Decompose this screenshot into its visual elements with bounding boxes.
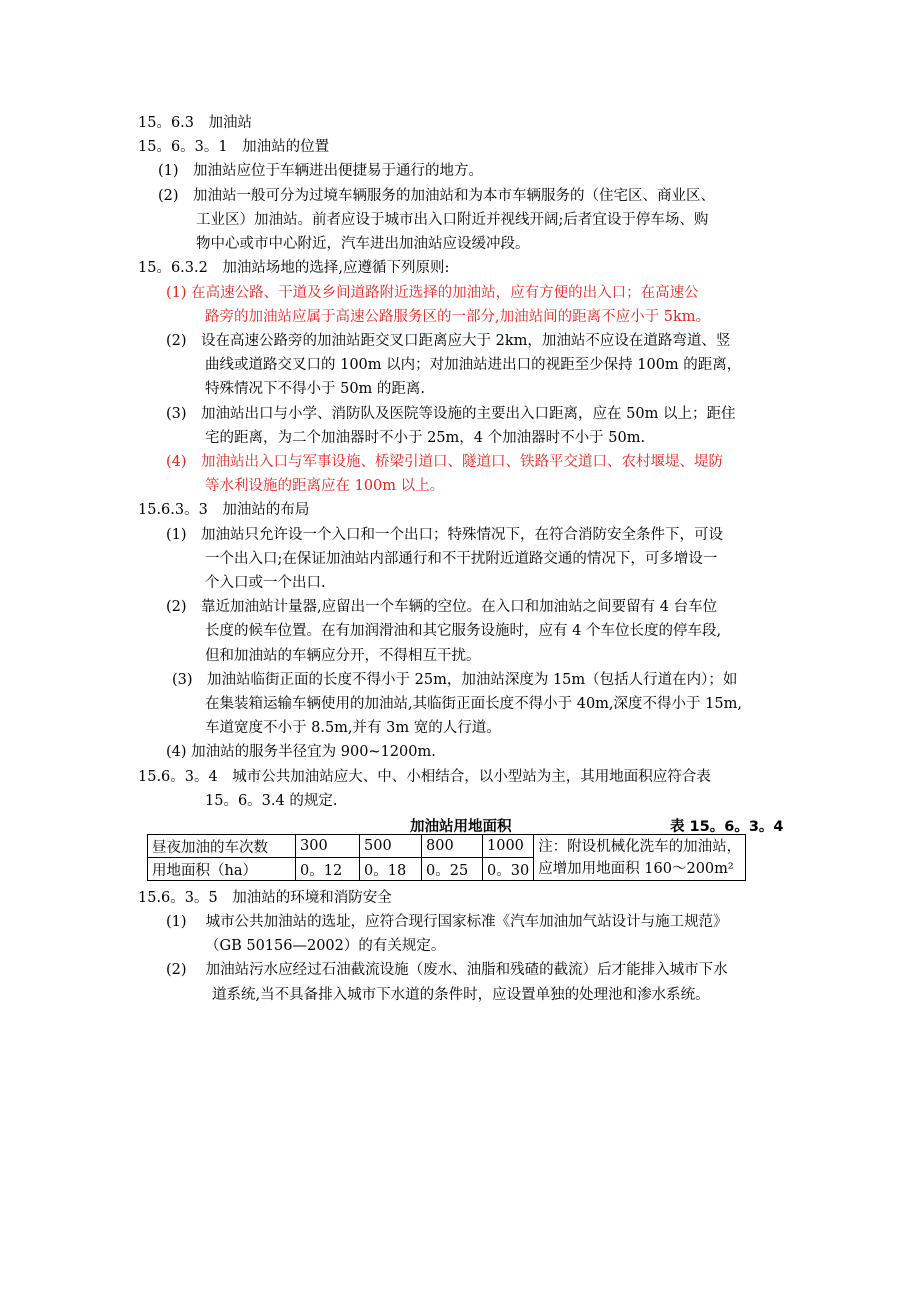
list-item-continuation: 车道宽度不小于 8.5m,并有 3m 宽的人行道。 <box>205 720 501 736</box>
table-cell: 1000 <box>483 835 534 858</box>
table-number: 表 15。6。3。4 <box>670 819 784 835</box>
list-item: (1) 加油站应位于车辆进出便捷易于通行的地方。 <box>158 163 484 179</box>
list-item: (3) 加油站临街正面的长度不得小于 25m，加油站深度为 15m（包括人行道在内）；如 <box>172 672 738 688</box>
list-item-continuation: 但和加油站的车辆应分开，不得相互干扰。 <box>205 648 481 664</box>
list-item-continuation: 个入口或一个出口. <box>205 575 326 591</box>
subsection-title: 15。6。3。1 加油站的位置 <box>138 139 330 155</box>
table-row <box>148 835 746 858</box>
land-area-table <box>147 834 746 881</box>
list-item-continuation: 特殊情况下不得小于 50m 的距离. <box>205 381 426 397</box>
list-item-continuation-highlighted: 等水利设施的距离应在 100m 以上。 <box>205 478 445 494</box>
subsection-title: 15.6.3。3 加油站的布局 <box>138 502 310 518</box>
list-item-continuation: 工业区）加油站。前者应设于城市出入口附近并视线开阔;后者宜设于停车场、购 <box>196 212 709 228</box>
list-item-continuation: 宅的距离，为二个加油器时不小于 25m，4 个加油器时不小于 50m. <box>205 430 646 446</box>
list-item: (2) 设在高速公路旁的加油站距交叉口距离应大于 2km，加油站不应设在道路弯道、竖 <box>166 333 731 349</box>
list-item: (2) 靠近加油站计量器,应留出一个车辆的空位。在入口和加油站之间要留有 4 台车位 <box>166 599 718 615</box>
list-item-continuation: 一个出入口;在保证加油站内部通行和不干扰附近道路交通的情况下，可多增设一 <box>205 551 718 567</box>
table-cell: 0。25 <box>422 858 483 881</box>
section-heading: 15。6.3 加油站 <box>138 115 253 131</box>
table-note-line: 注：附设机械化洗车的加油站， <box>538 838 742 855</box>
table-cell: 0。18 <box>360 858 422 881</box>
table-cell: 500 <box>360 835 422 858</box>
table-note <box>534 835 746 881</box>
paragraph-continuation: 15。6。3.4 的规定. <box>205 793 338 809</box>
table-cell: 0。12 <box>296 858 360 881</box>
table-caption: 加油站用地面积 <box>410 819 512 835</box>
list-item: (2) 加油站一般可分为过境车辆服务的加油站和为本市车辆服务的（住宅区、商业区、 <box>158 188 716 204</box>
table-cell: 300 <box>296 835 360 858</box>
table-cell: 800 <box>422 835 483 858</box>
table-row-header: 用地面积（ha） <box>148 858 296 881</box>
list-item: (3) 加油站出口与小学、消防队及医院等设施的主要出入口距离，应在 50m 以上；距住 <box>166 406 736 422</box>
table-note-line: 应增加用地面积 160～200m² <box>538 860 734 877</box>
list-item-continuation-highlighted: 路旁的加油站应属于高速公路服务区的一部分,加油站间的距离不应小于 5km。 <box>205 309 710 325</box>
list-item: (4) 加油站的服务半径宜为 900~1200m. <box>166 744 436 760</box>
list-item: (1) 加油站只允许设一个入口和一个出口；特殊情况下，在符合消防安全条件下，可设 <box>166 527 724 543</box>
list-item-highlighted: (1) 在高速公路、干道及乡间道路附近选择的加油站，应有方便的出入口；在高速公 <box>166 285 699 301</box>
list-item-continuation: 道系统,当不具备排入城市下水道的条件时，应设置单独的处理池和渗水系统。 <box>212 987 710 1003</box>
subsection-title: 15。6.3.2 加油站场地的选择,应遵循下列原则: <box>138 260 450 276</box>
list-item-continuation: 物中心或市中心附近，汽车进出加油站应设缓冲段。 <box>196 236 530 252</box>
list-item-continuation: （GB 50156—2002）的有关规定。 <box>205 938 446 954</box>
list-item-continuation: 曲线或道路交叉口的 100m 以内；对加油站进出口的视距至少保持 100m 的距离， <box>205 357 742 373</box>
list-item: (1) 城市公共加油站的选址，应符合现行国家标准《汽车加油加气站设计与施工规范》 <box>166 914 728 930</box>
list-item-continuation: 长度的候车位置。在有加润滑油和其它服务设施时，应有 4 个车位长度的停车段, <box>205 623 722 639</box>
list-item-continuation: 在集装箱运输车辆使用的加油站,其临街正面长度不得小于 40m,深度不得小于 15m, <box>205 696 742 712</box>
list-item-highlighted: (4) 加油站出入口与军事设施、桥梁引道口、隧道口、铁路平交道口、农村堰堤、堤防 <box>166 454 724 470</box>
table-row-header: 昼夜加油的车次数 <box>148 835 296 858</box>
subsection-title: 15.6。3。4 城市公共加油站应大、中、小相结合，以小型站为主，其用地面积应符合表 <box>138 769 711 785</box>
subsection-title: 15.6。3。5 加油站的环境和消防安全 <box>138 890 392 906</box>
table-cell: 0。30 <box>483 858 534 881</box>
list-item: (2) 加油站污水应经过石油截流设施（废水、油脂和残碴的截流）后才能排入城市下水 <box>166 962 728 978</box>
